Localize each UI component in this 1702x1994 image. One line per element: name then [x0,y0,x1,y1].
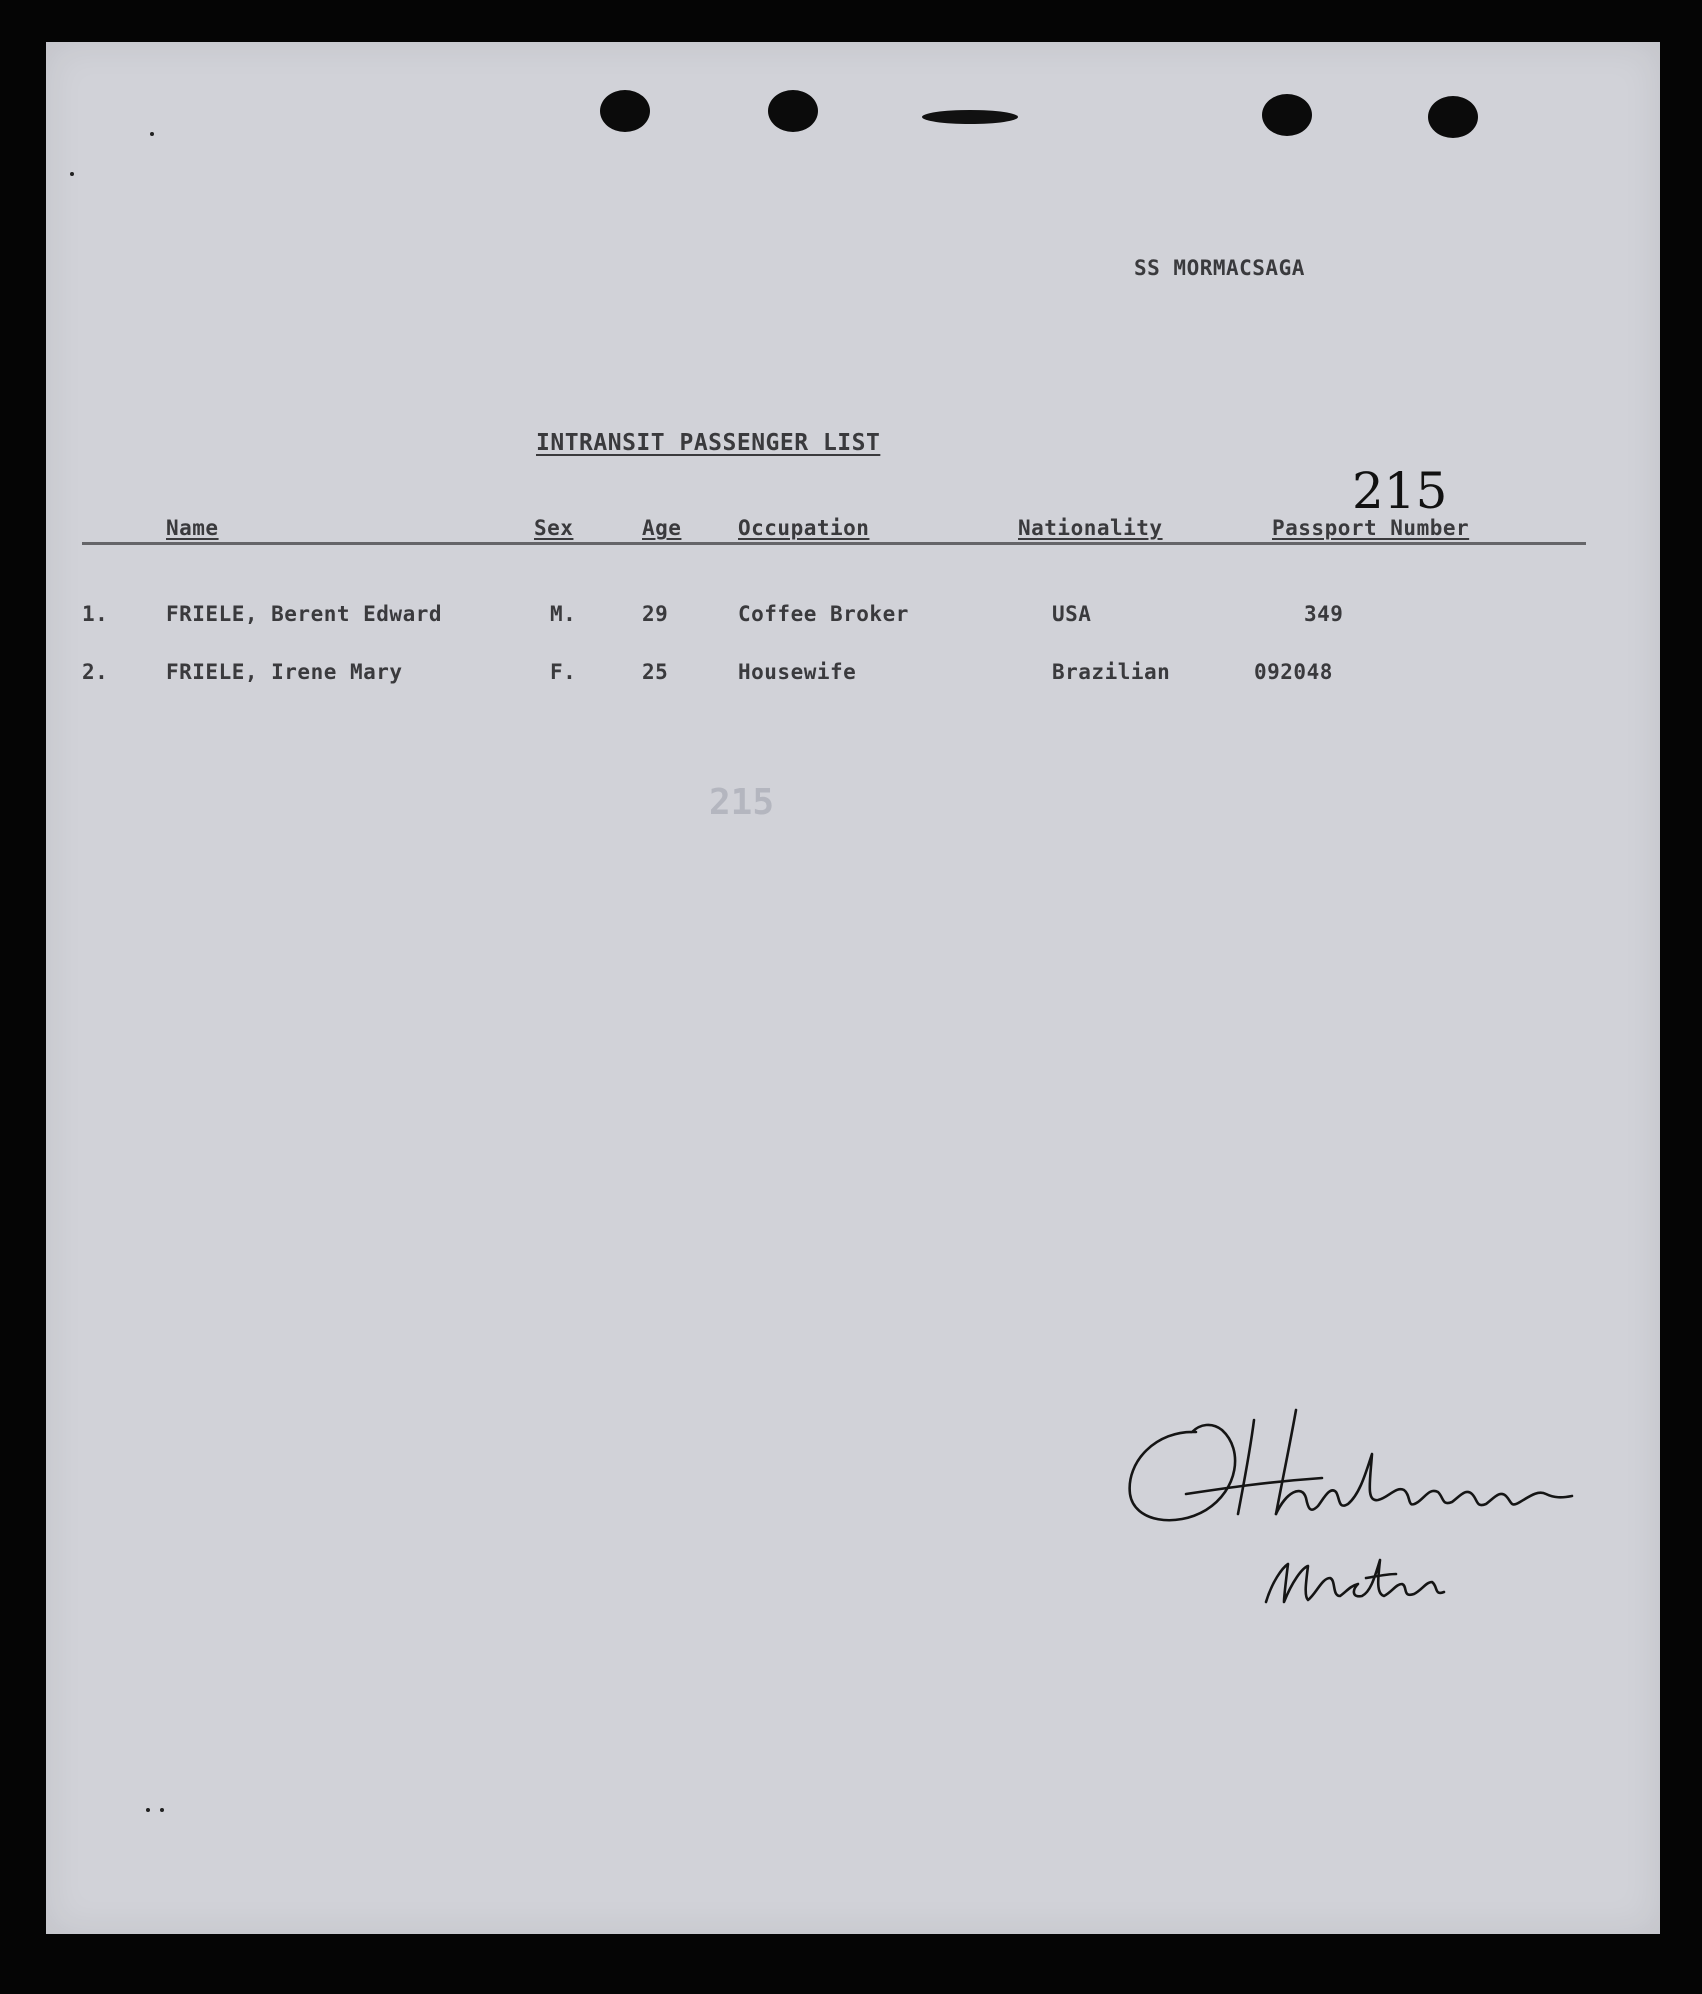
passenger-passport: 092048 [1254,660,1333,684]
punch-hole [1428,96,1478,138]
column-header-nationality: Nationality [1018,516,1163,540]
punch-hole [1262,94,1312,136]
passenger-sex: F. [550,660,577,684]
passenger-occupation: Housewife [738,660,857,684]
column-header-age: Age [642,516,682,540]
document-title: INTRANSIT PASSENGER LIST [536,430,881,456]
passenger-age: 29 [642,602,669,626]
passenger-name: FRIELE, Berent Edward [166,602,443,626]
passenger-name: FRIELE, Irene Mary [166,660,403,684]
header-rule [82,542,1586,545]
speck [150,132,154,136]
passenger-age: 25 [642,660,669,684]
column-header-sex: Sex [534,516,574,540]
passenger-nationality: Brazilian [1052,660,1171,684]
column-header-name: Name [166,516,219,540]
row-number: 1. [82,602,109,626]
punch-hole [600,90,650,132]
document-page [46,42,1660,1934]
speck [70,172,74,176]
passenger-sex: M. [550,602,577,626]
column-header-occupation: Occupation [738,516,870,540]
passenger-occupation: Coffee Broker [738,602,909,626]
punch-hole [768,90,818,132]
row-number: 2. [82,660,109,684]
passenger-passport: 349 [1304,602,1344,626]
column-header-passport: Passport Number [1272,516,1470,540]
stamped-page-number: 215 [1352,462,1448,520]
speck [146,1808,150,1812]
faint-bleedthrough-number: 215 [709,782,775,823]
ink-smudge [922,110,1018,124]
speck [160,1808,164,1812]
master-signature [1126,1402,1626,1622]
passenger-nationality: USA [1052,602,1092,626]
ship-name: SS MORMACSAGA [1134,256,1305,280]
